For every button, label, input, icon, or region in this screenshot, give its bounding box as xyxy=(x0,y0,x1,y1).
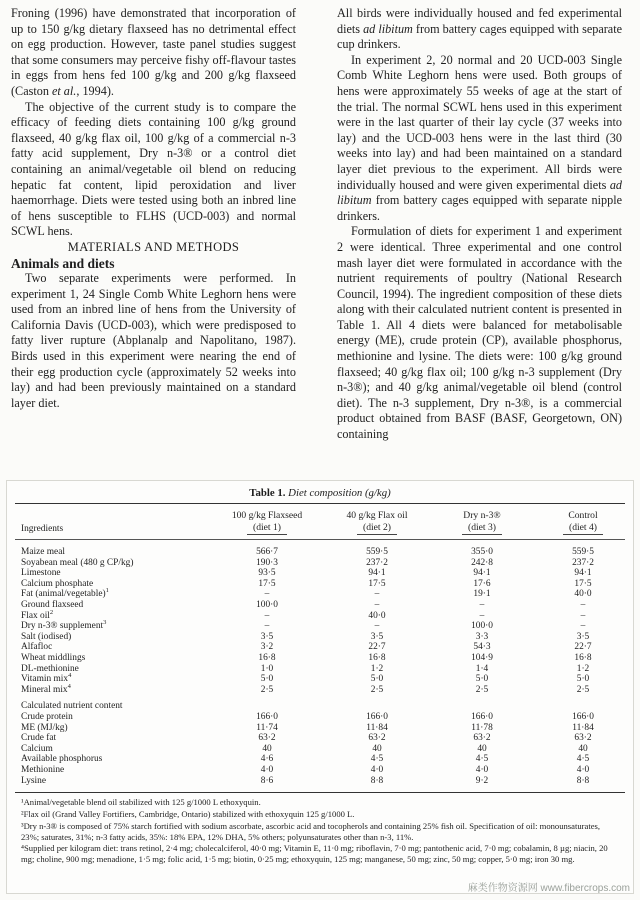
table-cell: 11·74 xyxy=(256,722,278,733)
table-cell: 93·5 xyxy=(258,568,276,579)
table-cell: 40·0 xyxy=(574,589,592,600)
section-heading: MATERIALS AND METHODS xyxy=(67,239,240,254)
diet-composition-table xyxy=(6,480,634,894)
footnote-marker: 2 xyxy=(49,608,54,616)
table-cell: – xyxy=(580,621,586,632)
table-cell: 1·4 xyxy=(475,663,489,674)
table-cell: – xyxy=(374,621,380,632)
ingredient-row-label: DL-methionine xyxy=(21,663,79,674)
table-cell: 8·8 xyxy=(576,775,590,786)
table-cell: 16·8 xyxy=(368,653,386,663)
table-cell: 166·0 xyxy=(572,712,594,722)
table-cell: – xyxy=(264,610,270,621)
table-cell: 9·2 xyxy=(475,775,489,786)
nutrient-row-label: Calcium xyxy=(21,743,53,754)
paragraph: Two separate experiments were performed. In experiment 1, 24 Single Comb White Leghorn hens were used from an inbred line of hens from the University of California Davis (UCD-003), which were predisposed to fatty liver rupture (Abplanalp and Napolitano, 1987). Birds used in this experiment were nearing the end of their egg production cycle (approximately 52 weeks into lay) and had been previously maintained on a standard layer diet. xyxy=(11,271,296,410)
table-cell: 16·8 xyxy=(574,653,592,663)
table-cell: 4·0 xyxy=(576,765,590,775)
header-rule xyxy=(15,539,625,540)
table-cell: 4·0 xyxy=(475,765,489,775)
footnote: ⁴Supplied per kilogram diet: trans retinol, 2·4 mg; cholecalciferol, 40·0 mg; Vitamin E, 11·0 mg; riboflavin, 7·0 mg; pantothenic acid, 7·0 mg; cobalamin, 8 µg; niacin, 20 mg; choline, 900 mg; menadione, 1·5 mg; folic acid, 1·5 mg; biotin, 0·25 mg; ethoxyquin, 125 mg; manganese, 50 mg; zinc, 50 mg; copper, 5·0 mg; iron 30 mg. xyxy=(21,843,608,864)
subsection-heading: Animals and diets xyxy=(11,255,115,271)
table-cell: 104·9 xyxy=(471,653,493,663)
table-cell: – xyxy=(479,610,485,621)
table-top-rule xyxy=(15,503,625,504)
paragraph: Froning (1996) have demonstrated that incorporation of up to 150 g/kg dietary flaxseed has no detrimental effect on egg production. However, taste panel studies suggest that some consumers may perceive fishy off-flavour tastes in eggs from hens fed 100 g/kg and 200 g/kg flaxseed (Caston et al., 1994). xyxy=(11,6,296,98)
table-cell: 17·6 xyxy=(473,578,491,589)
table-cell: 63·2 xyxy=(368,733,386,744)
table-cell: – xyxy=(264,589,270,600)
table-cell: 63·2 xyxy=(258,733,276,744)
table-cell: 4·0 xyxy=(370,765,384,775)
table-cell: 190·3 xyxy=(256,557,278,568)
table-cell: 3·5 xyxy=(576,631,590,642)
table-cell: 2·5 xyxy=(260,684,274,695)
ingredient-row-label: Dry n-3® supplement$^3$ xyxy=(21,619,107,632)
right-text-column xyxy=(337,6,622,443)
table-cell: 11·84 xyxy=(366,722,388,733)
paragraph: Formulation of diets for experiment 1 and experiment 2 were identical. Three experimental and one control mash layer diet were formulated in accordance with the nutrient requirements of poultry (National Research Council, 1994). The ingredient composition of these diets along with their calculated nutrient content is presented in Table 1. All 4 diets were balanced for metabolisable energy (ME), crude protein (CP), available phosphorus, methionine and lysine. The diets were: 100 g/kg ground flaxseed; 40 g/kg flax oil; 100 g/kg n-3 supplement (Dry n-3®); and 40 g/kg animal/vegetable oil blend (control diet). The n-3 supplement, Dry n-3®, is a commercial product obtained from BASF (BASF, Georgetown, ON) containing xyxy=(337,224,622,442)
paragraph: All birds were individually housed and fed experimental diets ad libitum from battery cages equipped with separate cup drinkers. xyxy=(337,6,622,52)
table-cell: 8·8 xyxy=(370,775,384,786)
table-cell: 3·2 xyxy=(260,642,274,653)
table-cell: – xyxy=(479,600,485,610)
table-cell: 242·8 xyxy=(471,557,493,568)
table-caption: Diet composition (g/kg) xyxy=(288,487,391,499)
table-cell: 17·5 xyxy=(368,578,386,589)
table-cell: 63·2 xyxy=(473,733,491,744)
table-bottom-rule xyxy=(15,792,625,793)
table-cell: 54·3 xyxy=(473,642,491,653)
nutrient-row-label: Crude fat xyxy=(21,733,57,744)
table-cell: 1·2 xyxy=(576,663,590,674)
column-header-diet: (diet 2) xyxy=(357,522,397,536)
table-cell: 4·6 xyxy=(260,754,274,765)
table-cell: 40 xyxy=(578,743,588,754)
ingredient-row-label: Salt (iodised) xyxy=(21,631,72,642)
ingredient-row-label: Ground flaxseed xyxy=(21,600,84,610)
ingredients-header: Ingredients xyxy=(21,524,64,534)
table-cell: 5·0 xyxy=(370,674,384,685)
table-cell: 63·2 xyxy=(574,733,592,744)
table-cell: 11·78 xyxy=(471,722,493,733)
table-cell: 4·0 xyxy=(260,765,274,775)
paragraph: The objective of the current study is to compare the efficacy of feeding diets containing 100 g/kg ground flaxseed, 40 g/kg flax oil, 100 g/kg of a commercial n-3 fatty acid supplement, Dry n-3® or a control diet containing an animal/vegetable oil blend on reducing hepatic fat content, lipid peroxidation and liver haemorrhage. Diets were tested using both an inbred line of hens susceptible to FLHS (UCD-003) and normal SCWL hens. xyxy=(11,99,296,239)
nutrient-section-label: Calculated nutrient content xyxy=(21,701,123,712)
table-cell: 4·5 xyxy=(576,754,590,765)
footnote: ¹Animal/vegetable blend oil stabilized with 125 g/1000 L ethoxyquin. xyxy=(21,797,261,808)
table-cell: 2·5 xyxy=(576,684,590,695)
table-cell: 559·5 xyxy=(572,547,594,557)
table-cell: 22·7 xyxy=(574,642,592,653)
table-cell: 100·0 xyxy=(471,621,493,632)
ingredient-row-label: Vitamin mix$^4$ xyxy=(21,672,72,685)
table-cell: 3·5 xyxy=(260,631,274,642)
column-header-title: 100 g/kg Flaxseed xyxy=(231,510,303,521)
table-cell: 100·0 xyxy=(256,600,278,610)
table-cell: 559·5 xyxy=(366,547,388,557)
footnote-marker: 3 xyxy=(103,619,107,627)
table-cell: 11·84 xyxy=(572,722,594,733)
table-cell: 94·1 xyxy=(368,568,386,579)
table-cell: 17·5 xyxy=(574,578,592,589)
table-cell: 8·6 xyxy=(260,775,274,786)
table-cell: 40·0 xyxy=(368,610,386,621)
nutrient-row-label: ME (MJ/kg) xyxy=(21,722,68,733)
ingredient-row-label: Maize meal xyxy=(21,547,65,557)
table-cell: 1·0 xyxy=(260,663,274,674)
table-cell: 40 xyxy=(477,743,487,754)
column-header-title: 40 g/kg Flax oil xyxy=(346,510,408,521)
footnote: ³Dry n-3® is composed of 75% starch fortified with sodium ascorbate, ascorbic acid and tocopherols and containing 25% fish oil. Specification of oil: monounsaturates, 23%; saturates, 31%; n-3 fatty acids, 35%: 18% EPA, 12% DHA, 5% others; polyunsaturates other than n-3, 11%. xyxy=(21,821,601,842)
ingredient-row-label: Alfafloc xyxy=(21,642,53,653)
table-cell: – xyxy=(264,621,270,632)
column-header-diet: (diet 4) xyxy=(563,522,603,536)
ingredient-row-label: Calcium phosphate xyxy=(21,578,94,589)
table-cell: – xyxy=(374,589,380,600)
table-cell: – xyxy=(374,600,380,610)
nutrient-row-label: Crude protein xyxy=(21,712,73,722)
column-header-diet: (diet 1) xyxy=(247,522,287,536)
footnote: ²Flax oil (Grand Valley Fortifiers, Cambridge, Ontario) stabilized with ethoxyquin 125 g/1000 L. xyxy=(21,809,355,820)
footnote-marker: 4 xyxy=(67,682,71,690)
table-cell: 166·0 xyxy=(471,712,493,722)
table-cell: 166·0 xyxy=(256,712,278,722)
footnote-marker: 1 xyxy=(105,587,109,595)
table-cell: 19·1 xyxy=(473,589,491,600)
table-cell: – xyxy=(580,600,586,610)
table-cell: 4·5 xyxy=(370,754,384,765)
table-cell: 94·1 xyxy=(473,568,491,579)
table-cell: 1·2 xyxy=(370,663,384,674)
column-header-title: Control xyxy=(568,510,598,521)
column-header-title: Dry n-3® xyxy=(463,510,501,521)
column-header xyxy=(513,510,640,535)
ingredient-row-label: Soyabean meal (480 g CP/kg) xyxy=(21,557,134,568)
nutrient-row-label: Methionine xyxy=(21,765,65,775)
nutrient-row-label: Lysine xyxy=(21,775,46,786)
table-cell: 2·5 xyxy=(475,684,489,695)
paragraph: In experiment 2, 20 normal and 20 UCD-003 Single Comb White Leghorn hens were used. Both groups of hens were approximately 55 weeks of age at the start of the trial. The normal SCWL hens used in this experiment were in the last quarter of their lay cycle (37 weeks into lay) and the UCD-003 hens were in the last third (30 weeks into lay) and had been maintained on a standard layer diet previous to the experiment. All birds were individually housed and were given experimental diets ad libitum from battery cages equipped with separate nipple drinkers. xyxy=(337,52,622,223)
table-cell: 5·0 xyxy=(260,674,274,685)
ingredient-row-label: Wheat middlings xyxy=(21,653,86,663)
left-text-column xyxy=(11,6,296,411)
table-cell: 3·3 xyxy=(475,631,489,642)
table-cell: 237·2 xyxy=(572,557,594,568)
table-cell: 16·8 xyxy=(258,653,276,663)
table-cell: 4·5 xyxy=(475,754,489,765)
table-cell: 5·0 xyxy=(475,674,489,685)
table-cell: 40 xyxy=(262,743,272,754)
ingredient-row-label: Fat (animal/vegetable)$^1$ xyxy=(21,587,109,600)
nutrient-row-label: Available phosphorus xyxy=(21,754,103,765)
footnote-marker: 4 xyxy=(68,672,72,680)
watermark: 麻类作物资源网 www.fibercrops.com xyxy=(467,883,630,894)
ingredient-row-label: Flax oil$^2$ xyxy=(21,608,54,621)
table-cell: 94·1 xyxy=(574,568,592,579)
ingredient-row-label: Mineral mix$^4$ xyxy=(21,682,71,695)
table-cell: 355·0 xyxy=(471,547,493,557)
ingredient-row-label: Limestone xyxy=(21,568,61,579)
table-cell: 2·5 xyxy=(370,684,384,695)
table-cell: 5·0 xyxy=(576,674,590,685)
table-cell: 40 xyxy=(372,743,382,754)
table-number: Table 1. xyxy=(249,487,286,499)
table-cell: 166·0 xyxy=(366,712,388,722)
table-cell: – xyxy=(580,610,586,621)
table-cell: 566·7 xyxy=(256,547,278,557)
table-cell: 3·5 xyxy=(370,631,384,642)
table-cell: 22·7 xyxy=(368,642,386,653)
table-cell: 237·2 xyxy=(366,557,388,568)
column-header-diet: (diet 3) xyxy=(462,522,502,536)
table-cell: 17·5 xyxy=(258,578,276,589)
table-title xyxy=(7,487,633,499)
